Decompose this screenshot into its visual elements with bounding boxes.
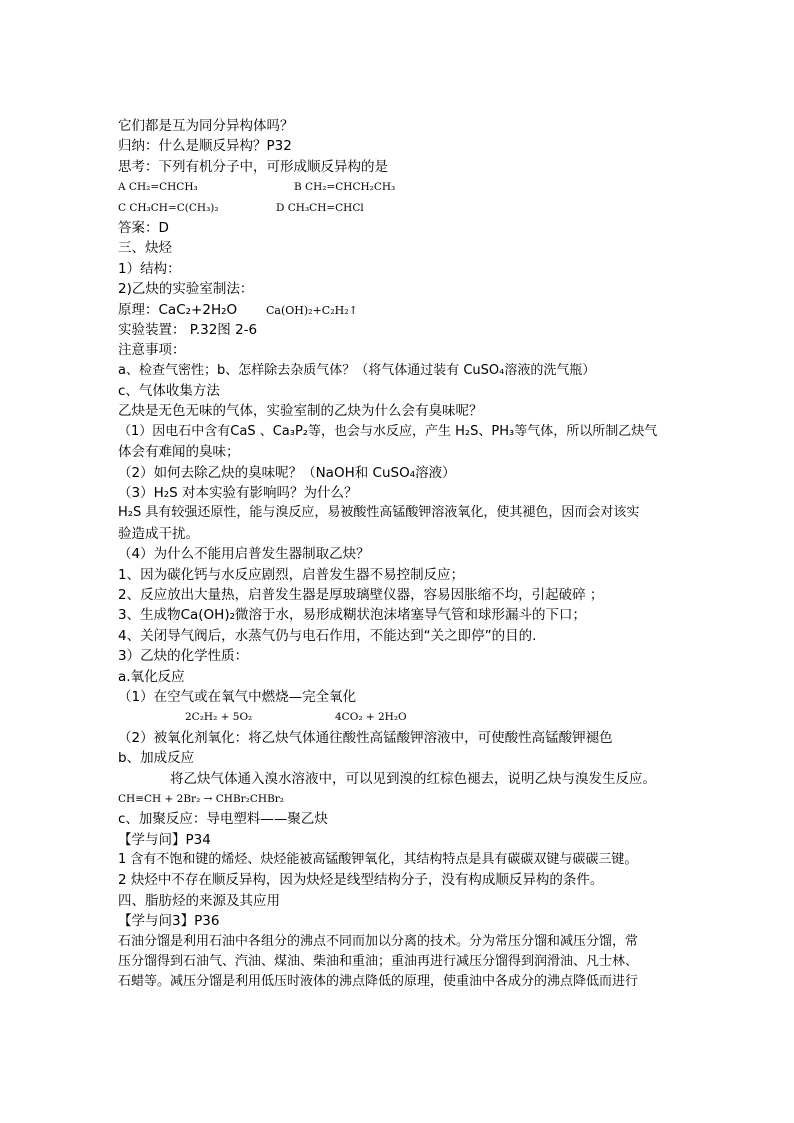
combustion-item: （1）在空气或在氧气中燃烧—完全氧化 [118,688,357,705]
learn-ask-3-p36: 【学与问3】P36 [118,913,220,930]
option-a: A CH₂=CHCH₃ [118,181,198,194]
kipp-reason-3: 3、生成物Ca(OH)₂微溶于水，易形成糊状泡沫堵塞导气管和球形漏斗的下口； [118,607,587,624]
think-question: 思考：下列有机分子中，可形成顺反异构的是 [118,158,388,175]
learn-ask-answer-1: 1 含有不饱和键的烯烃、炔烃能被高锰酸钾氧化，其结构特点是具有碳碳双键与碳碳三键。 [118,852,638,868]
kipp-reason-1: 1、因为碳化钙与水反应剧烈，启普发生器不易控制反应； [118,566,465,583]
combustion-equation [118,707,680,727]
learn-ask-p34: 【学与问】P34 [118,831,211,848]
odor-reason-1: （1）因电石中含有CaS 、Ca₃P₂等，也会与水反应，产生 H₂S、PH₃等气体，所以所制乙炔气 [118,423,658,439]
odor-question: 乙炔是无色无味的气体，实验室制的乙炔为什么会有臭味呢？ [118,403,483,420]
note-a-b: a、检查气密性；b、怎样除去杂质气体？（将气体通过装有 CuSO₄溶液的洗气瓶） [118,362,596,378]
h2s-answer: H₂S 具有较强还原性，能与溴反应，易被酸性高锰酸钾溶液氧化，使其褪色，因而会对该实 [118,505,640,521]
learn-ask-answer-2: 2 炔烃中不存在顺反异构，因为炔烃是线型结构分子，没有构成顺反异构的条件。 [118,872,604,889]
chemical-properties-item: 3）乙炔的化学性质： [118,648,249,665]
oxidation-heading: a.氧化反应 [118,668,185,685]
distillation-paragraph-3: 石蜡等。减压分馏是利用低压时液体的沸点降低的原理，使重油中各成分的沸点降低而进行 [118,974,639,990]
notes-heading: 注意事项： [118,342,186,359]
kipp-question: （4）为什么不能用启普发生器制取乙炔？ [118,546,370,563]
odor-reason-1-cont: 体会有难闻的臭味； [118,444,240,461]
note-c: c、气体收集方法 [118,383,220,400]
option-row-cd [118,198,680,218]
answer: 答案：D [118,219,169,236]
section-aliphatic-heading: 四、脂肪烃的来源及其应用 [118,892,280,909]
distillation-paragraph-1: 石油分馏是利用石油中各组分的沸点不同而加以分离的技术。分为常压分馏和减压分馏，常 [118,933,639,949]
odor-removal: （2）如何去除乙炔的臭味呢？（NaOH和 CuSO₄溶液） [118,464,456,481]
summary-cis-trans: 归纳：什么是顺反异构？P32 [118,138,292,155]
addition-description: 将乙炔气体通入溴水溶液中，可以见到溴的红棕色褪去，说明乙炔与溴发生反应。 [170,770,656,787]
h2s-answer-cont: 验造成干扰。 [118,525,199,542]
option-row-ab [118,177,680,197]
combustion-products: 4CO₂ + 2H₂O [335,711,407,724]
principle-reactants: 原理：CaC₂+2H₂O [118,301,238,318]
combustion-reactants: 2C₂H₂ + 5O₂ [185,711,253,724]
document-body [118,116,680,993]
question-isomer: 它们都是互为同分异构体吗？ [118,118,294,134]
addition-equation: CH≡CH + 2Br₂ → CHBr₂CHBr₂ [118,792,285,805]
option-b: B CH₂=CHCH₂CH₃ [294,181,396,194]
structure-item: 1）结构： [118,260,181,277]
addition-heading: b、加成反应 [118,750,195,767]
polymerization: c、加聚反应：导电塑料——聚乙炔 [118,811,328,828]
principle-products: Ca(OH)₂+C₂H₂↑ [266,303,358,317]
distillation-paragraph-2: 压分馏得到石油气、汽油、煤油、柴油和重油；重油再进行减压分馏得到润滑油、凡士林、 [118,954,639,970]
kipp-reason-4: 4、关闭导气阀后，水蒸气仍与电石作用，不能达到“关之即停”的目的. [118,627,537,644]
oxidant-oxidation: （2）被氧化剂氧化：将乙炔气体通往酸性高锰酸钾溶液中，可使酸性高锰酸钾褪色 [118,729,613,746]
option-c: C CH₃CH=C(CH₃)₂ [118,201,219,214]
kipp-reason-2: 2、反应放出大量热，启普发生器是厚玻璃壁仪器，容易因胀缩不均，引起破碎 ； [118,586,604,603]
apparatus: 实验装置： P.32图 2-6 [118,321,258,338]
lab-preparation-item: 2)乙炔的实验室制法： [118,281,254,298]
option-d: D CH₃CH=CHCl [276,201,364,214]
section-alkyne-heading: 三、炔烃 [118,240,172,257]
h2s-question: （3）H₂S 对本实验有影响吗？为什么？ [118,485,358,502]
principle-equation [118,300,680,320]
